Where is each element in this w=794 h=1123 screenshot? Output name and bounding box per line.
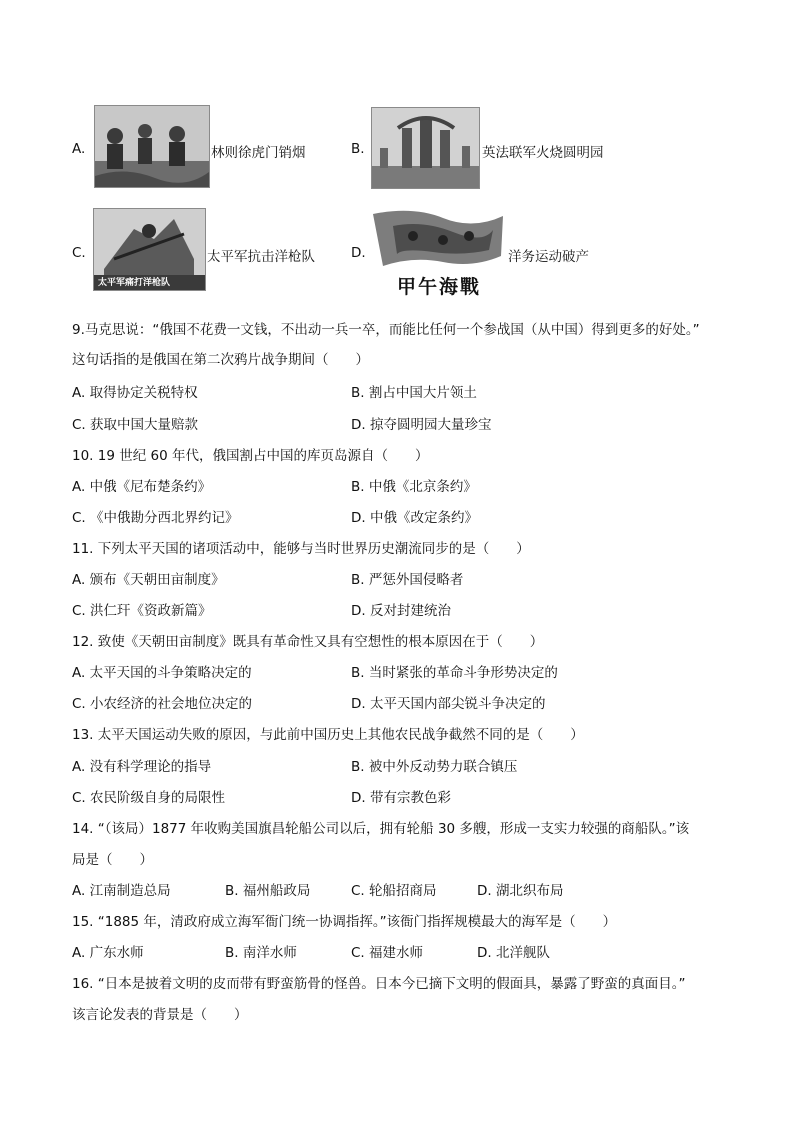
taiping-army-image bbox=[93, 208, 206, 291]
question-stem: 该言论发表的背景是（ ） bbox=[72, 1007, 248, 1023]
question-stem: 10. 19 世纪 60 年代，俄国割占中国的库页岛源自（ ） bbox=[72, 448, 429, 464]
humen-opium-illustration bbox=[95, 106, 209, 187]
option-d: D. 湖北织布局 bbox=[477, 883, 564, 899]
question-stem: 13. 太平天国运动失败的原因，与此前中国历史上其他农民战争截然不同的是（ ） bbox=[72, 727, 584, 743]
question-stem: 12. 致使《天朝田亩制度》既具有革命性又具有空想性的根本原因在于（ ） bbox=[72, 634, 544, 650]
yuanmingyuan-image bbox=[371, 107, 480, 189]
option-caption: 太平军抗击洋枪队 bbox=[207, 249, 315, 265]
option-a: A. 颁布《天朝田亩制度》 bbox=[72, 572, 225, 588]
option-d: D. 北洋舰队 bbox=[477, 945, 550, 961]
option-letter: C. bbox=[72, 245, 86, 261]
option-a: A. 取得协定关税特权 bbox=[72, 385, 198, 401]
question-stem: 局是（ ） bbox=[72, 852, 153, 868]
option-c: C. 福建水师 bbox=[351, 945, 424, 961]
option-b: B. 被中外反动势力联合镇压 bbox=[351, 759, 518, 775]
option-letter: D. bbox=[351, 245, 366, 261]
image-banner-text: 甲午海戰 bbox=[397, 276, 482, 298]
question-stem: 11. 下列太平天国的诸项活动中，能够与当时世界历史潮流同步的是（ ） bbox=[72, 541, 530, 557]
question-stem: 这句话指的是俄国在第二次鸦片战争期间（ ） bbox=[72, 352, 369, 368]
option-c: C. 小农经济的社会地位决定的 bbox=[72, 696, 253, 712]
option-caption: 英法联军火烧圆明园 bbox=[482, 145, 604, 161]
option-c: C. 农民阶级自身的局限性 bbox=[72, 790, 226, 806]
option-d: D. 中俄《改定条约》 bbox=[351, 510, 478, 526]
option-c: C. 轮船招商局 bbox=[351, 883, 437, 899]
question-stem: 9.马克思说：“俄国不花费一文钱，不出动一兵一卒，而能比任何一个参战国（从中国）得到更多的好处。” bbox=[72, 322, 700, 338]
option-c: C. 《中俄勘分西北界约记》 bbox=[72, 510, 239, 526]
option-d: D. 带有宗教色彩 bbox=[351, 790, 451, 806]
option-b: B. 严惩外国侵略者 bbox=[351, 572, 464, 588]
option-caption: 林则徐虎门销烟 bbox=[211, 145, 306, 161]
yuanmingyuan-ruins-illustration bbox=[372, 108, 479, 188]
option-d: D. 反对封建统治 bbox=[351, 603, 451, 619]
option-a: A. 太平天国的斗争策略决定的 bbox=[72, 665, 252, 681]
question-stem: 15. “1885 年，清政府成立海军衙门统一协调指挥。”该衙门指挥规模最大的海军是（ ） bbox=[72, 914, 617, 930]
option-b: B. 当时紧张的革命斗争形势决定的 bbox=[351, 665, 558, 681]
image-banner-text: 太平军痛打洋枪队 bbox=[98, 278, 171, 288]
option-c: C. 获取中国大量赔款 bbox=[72, 417, 199, 433]
option-b: B. 福州船政局 bbox=[225, 883, 311, 899]
option-letter: B. bbox=[351, 141, 365, 157]
option-d: D. 掠夺圆明园大量珍宝 bbox=[351, 417, 492, 433]
option-b: B. 南洋水师 bbox=[225, 945, 297, 961]
option-caption: 洋务运动破产 bbox=[508, 249, 589, 265]
humen-opium-image bbox=[94, 105, 210, 188]
question-stem: 14. “（该局）1877 年收购美国旗昌轮船公司以后，拥有轮船 30 多艘，形成一支实力较强的商船队。”该 bbox=[72, 821, 690, 837]
option-a: A. 广东水师 bbox=[72, 945, 144, 961]
sino-japanese-war-image bbox=[373, 206, 503, 298]
option-a: A. 江南制造总局 bbox=[72, 883, 171, 899]
option-c: C. 洪仁玕《资政新篇》 bbox=[72, 603, 212, 619]
option-b: B. 中俄《北京条约》 bbox=[351, 479, 477, 495]
option-b: B. 割占中国大片领土 bbox=[351, 385, 477, 401]
option-d: D. 太平天国内部尖锐斗争决定的 bbox=[351, 696, 546, 712]
option-a: A. 中俄《尼布楚条约》 bbox=[72, 479, 212, 495]
question-stem: 16. “日本是披着文明的皮而带有野蛮筋骨的怪兽。日本今已摘下文明的假面具，暴露了野蛮的真面目。” bbox=[72, 976, 686, 992]
option-a: A. 没有科学理论的指导 bbox=[72, 759, 212, 775]
option-letter: A. bbox=[72, 141, 86, 157]
